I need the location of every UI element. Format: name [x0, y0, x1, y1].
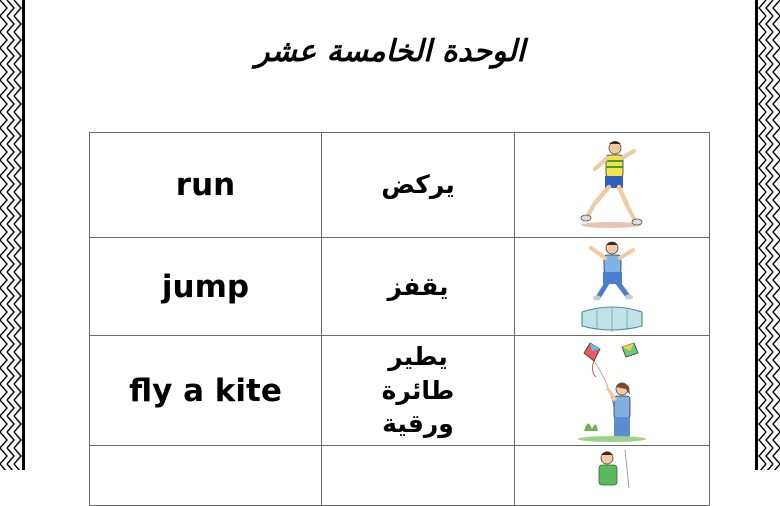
english-cell — [90, 133, 322, 238]
english-word: run — [175, 167, 236, 203]
table-row — [90, 238, 710, 336]
table-row — [90, 133, 710, 238]
arabic-word: يركض — [381, 170, 455, 200]
table-row — [90, 446, 710, 506]
english-word: fly a kite — [129, 372, 282, 409]
decorative-border-right — [752, 0, 780, 470]
english-word: jump — [161, 268, 250, 305]
page-title: الوحدة الخامسة عشر — [255, 34, 525, 69]
arabic-cell — [322, 336, 515, 446]
vocabulary-table — [89, 132, 710, 506]
arabic-word: يطير طائرة ورقية — [381, 341, 455, 439]
boy-jumping-trampoline-illustration — [577, 240, 647, 334]
arabic-cell — [322, 446, 515, 506]
picture-cell — [515, 336, 710, 446]
girl-flying-kite-illustration — [576, 339, 648, 443]
english-cell — [90, 238, 322, 336]
picture-cell — [515, 238, 710, 336]
boy-partial-illustration — [577, 448, 647, 488]
picture-cell — [515, 133, 710, 238]
arabic-cell — [322, 133, 515, 238]
arabic-word: يقفز — [387, 271, 449, 301]
english-cell — [90, 446, 322, 506]
picture-cell — [515, 446, 710, 506]
table-row — [90, 336, 710, 446]
english-cell — [90, 336, 322, 446]
arabic-cell — [322, 238, 515, 336]
boy-running-illustration — [577, 137, 647, 233]
decorative-border-left — [0, 0, 28, 470]
